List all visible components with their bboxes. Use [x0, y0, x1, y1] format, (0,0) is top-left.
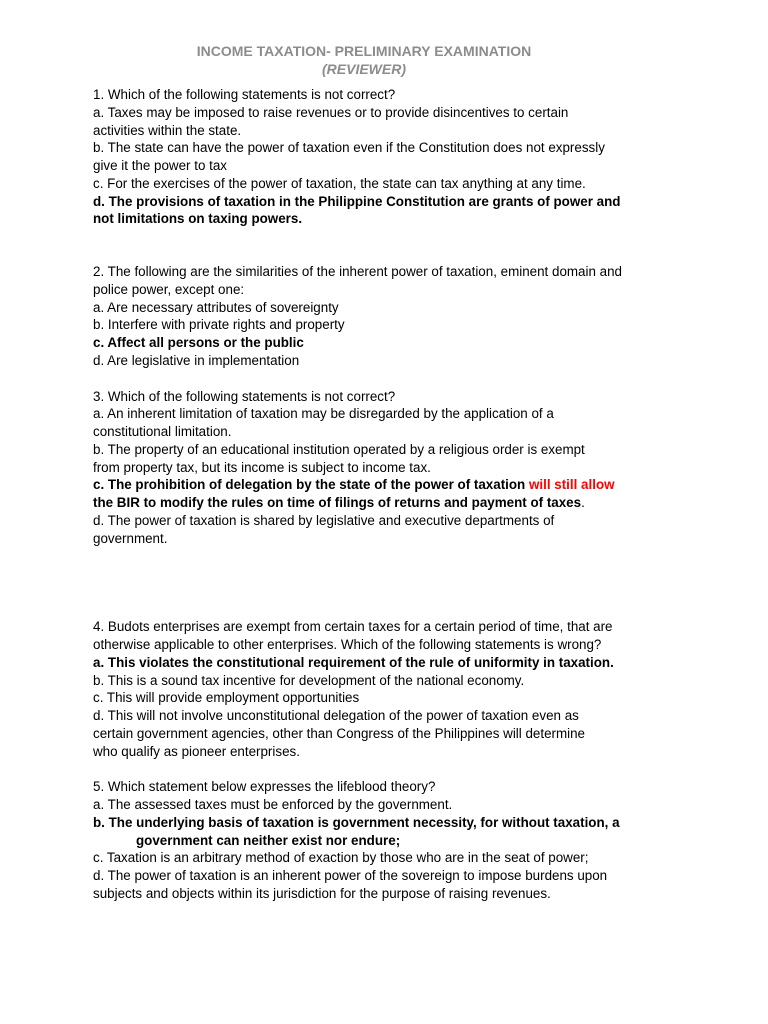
- question-4-text-line1: 4. Budots enterprises are exempt from certain taxes for a certain period of time, that are: [93, 619, 613, 635]
- question-1-option-b-line2: give it the power to tax: [93, 158, 227, 173]
- question-5-option-a: a. The assessed taxes must be enforced by the government.: [93, 797, 453, 812]
- question-3-option-a-line2: constitutional limitation.: [93, 424, 232, 439]
- question-2-option-d: d. Are legislative in implementation: [93, 352, 300, 368]
- question-5-text: 5. Which statement below expresses the lifeblood theory?: [93, 779, 436, 795]
- question-2-option-b: b. Interfere with private rights and property: [93, 317, 345, 333]
- question-5-option-d-line2: subjects and objects within its jurisdiction for the purpose of raising revenues.: [93, 885, 551, 901]
- question-3-text: 3. Which of the following statements is not correct?: [93, 388, 396, 404]
- question-3-option-d-line1: d. The power of taxation is shared by legislative and executive departments of: [93, 512, 555, 528]
- question-2-text-line2: police power, except one:: [93, 281, 245, 297]
- question-3-option-a-line1: a. An inherent limitation of taxation may be disregarded by the application of a: [93, 406, 554, 422]
- question-5-option-d-line1: d. The power of taxation is an inherent power of the sovereign to impose burdens upon: [93, 868, 608, 883]
- question-3-option-b-line2: from property tax, but its income is subject to income tax.: [93, 459, 431, 475]
- question-3: [93, 388, 663, 548]
- question-1-option-d-line1: d. The provisions of taxation in the Philippine Constitution are grants of power and: [93, 193, 621, 209]
- question-1-text: 1. Which of the following statements is not correct?: [93, 87, 396, 102]
- document-header: [0, 42, 728, 78]
- question-4-text-line2: otherwise applicable to other enterprises. Which of the following statements is wrong?: [93, 637, 602, 652]
- question-3-option-c-line2-text: the BIR to modify the rules on time of filings of returns and payment of taxes: [93, 495, 582, 510]
- question-4-option-c: c. This will provide employment opportunities: [93, 690, 360, 706]
- question-5-option-b-line1: b. The underlying basis of taxation is government necessity, for without taxation, a: [93, 814, 620, 830]
- question-1-option-a-line1: a. Taxes may be imposed to raise revenues or to provide disincentives to certain: [93, 104, 569, 120]
- question-5: [93, 778, 663, 902]
- question-1-option-c: c. For the exercises of the power of taxation, the state can tax anything at any time.: [93, 175, 586, 191]
- document-title: INCOME TAXATION- PRELIMINARY EXAMINATION: [196, 43, 532, 59]
- question-4-option-d-line2: certain government agencies, other than Congress of the Philippines will determine: [93, 725, 586, 741]
- question-2: [93, 263, 663, 370]
- question-3-option-c-line2: [93, 494, 663, 512]
- question-4-option-d-line3: who qualify as pioneer enterprises.: [93, 743, 300, 759]
- question-3-option-b-line1: b. The property of an educational institution operated by a religious order is exempt: [93, 441, 585, 457]
- question-1-option-d-line2: not limitations on taxing powers.: [93, 211, 303, 227]
- question-3-option-d-line2: government.: [93, 530, 168, 546]
- question-3-option-c-text: c. The prohibition of delegation by the state of the power of taxation: [93, 477, 529, 493]
- question-4-option-b: b. This is a sound tax incentive for development of the national economy.: [93, 672, 525, 688]
- question-2-option-c: c. Affect all persons or the public: [93, 335, 304, 350]
- question-5-option-c: c. Taxation is an arbitrary method of exaction by those who are in the seat of power;: [93, 850, 589, 866]
- question-2-text-line1: 2. The following are the similarities of the inherent power of taxation, eminent domain and: [93, 264, 622, 279]
- question-4-option-d-line1: d. This will not involve unconstitutional delegation of the power of taxation even as: [93, 708, 579, 723]
- question-1-option-b-line1: b. The state can have the power of taxation even if the Constitution does not expressly: [93, 140, 605, 156]
- question-2-option-a: a. Are necessary attributes of sovereignty: [93, 299, 339, 315]
- document-body: [93, 86, 663, 903]
- question-3-option-c-line1: [93, 476, 663, 494]
- question-3-option-c-line2-period: .: [581, 495, 585, 510]
- question-4-option-a: a. This violates the constitutional requirement of the rule of uniformity in taxation.: [93, 654, 614, 670]
- question-1: [93, 86, 663, 228]
- question-3-option-c-highlight: will still allow: [528, 477, 615, 493]
- question-1-option-a-line2: activities within the state.: [93, 122, 242, 138]
- question-4: [93, 618, 663, 760]
- document-subtitle: (REVIEWER): [322, 61, 406, 77]
- question-5-option-b-line2: government can neither exist nor endure;: [136, 832, 401, 848]
